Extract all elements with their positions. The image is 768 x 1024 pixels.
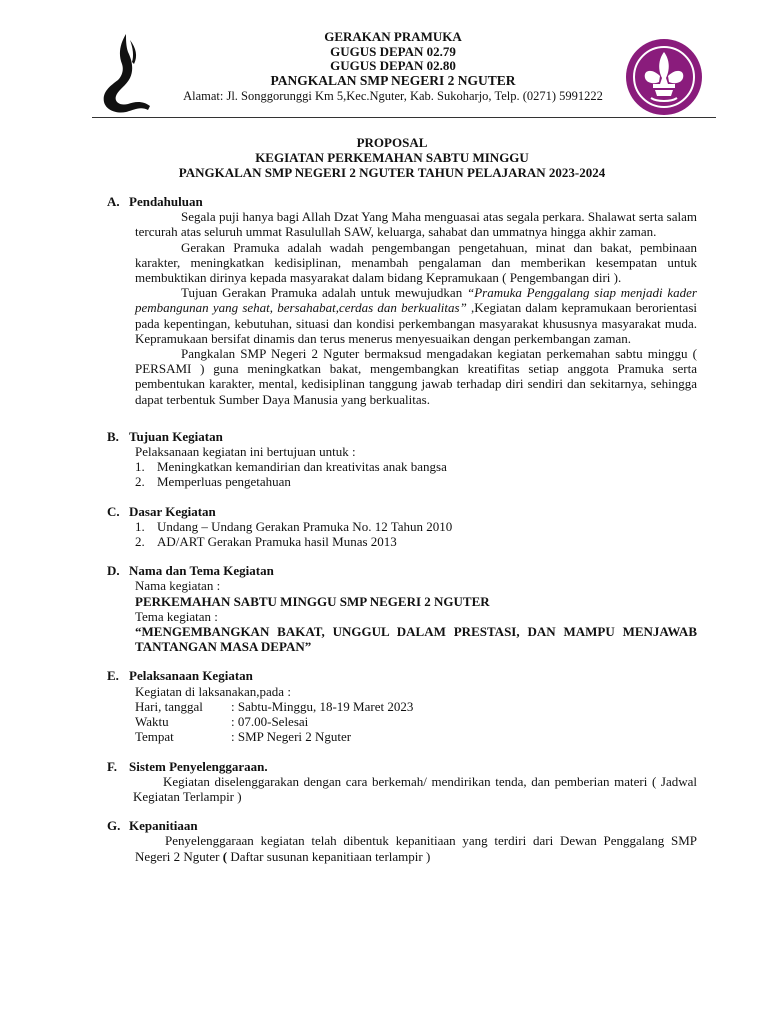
section-a [107, 194, 697, 407]
section-g-heading: G. Kepanitiaan [107, 818, 198, 834]
title-proposal: PROPOSAL [356, 135, 428, 150]
section-intro: Kegiatan di laksanakan,pada : [135, 683, 291, 699]
section-e-heading: E. Pelaksanaan Kegiatan [107, 668, 253, 684]
org-name: GERAKAN PRAMUKA [324, 29, 462, 44]
section-d [107, 563, 697, 654]
letterhead [150, 30, 636, 104]
list-item: 1. Undang – Undang Gerakan Pramuka No. 12 Tahun 2010 [135, 518, 453, 534]
paragraph: Tujuan Gerakan Pramuka adalah untuk mewujudkan “Pramuka Penggalang siap menjadi kader pembangunan yang sehat, bersahabat,cerdas dan berkualitas” ,Kegiatan dalam kepramukaan berorientasi pada kepentingan, kebutuhan, situasi dan kondisi perkembangan masyarakat khususnya masyarakat muda. Kepramukaan bersifat dinamis dan terus menerus menyesuaikan dengan perkembangan zaman. [135, 285, 697, 346]
section-f-heading: F. Sistem Penyelenggaraan. [107, 758, 268, 774]
section-c-heading: C. Dasar Kegiatan [107, 503, 216, 519]
paragraph: Gerakan Pramuka adalah wadah pengembangan pengetahuan, minat dan bakat, pembinaan karakter, meningkatkan kedisiplinan, menambah pengalaman dan memberikan kesempatan untuk membuktikan dirinya kepada masyarakat dalam bidang Kepramukaan ( Pengembangan diri ). [135, 239, 697, 286]
schedule-row: Hari, tanggal : Sabtu-Minggu, 18-19 Maret 2023 [135, 698, 414, 714]
gugus-depan-2: GUGUS DEPAN 02.80 [330, 58, 456, 73]
section-e [107, 668, 697, 744]
paragraph: Segala puji hanya bagi Allah Dzat Yang Maha menguasai atas segala perkara. Shalawat serta salam tercurah atas seluruh ummat Rasulullah SAW, keluarga, sahabat dan ummatnya hingga akhir zaman. [135, 209, 697, 240]
tunas-kelapa-logo [96, 30, 156, 116]
section-b-heading: B. Tujuan Kegiatan [107, 428, 223, 444]
list-item: 1. Meningkatkan kemandirian dan kreativitas anak bangsa [135, 459, 447, 475]
schedule-row: Tempat : SMP Negeri 2 Nguter [135, 729, 352, 745]
proposal-body [107, 194, 697, 878]
section-g [107, 818, 697, 864]
paragraph: Penyelenggaraan kegiatan telah dibentuk kepanitiaan yang terdiri dari Dewan Penggalang SMP Negeri 2 Nguter ( Daftar susunan kepanitiaan terlampir ) [135, 833, 697, 864]
section-f [107, 759, 697, 805]
schedule-row: Waktu : 07.00-Selesai [135, 714, 309, 730]
activity-name-label: Nama kegiatan : [135, 578, 221, 594]
list-item: 2. AD/ART Gerakan Pramuka hasil Munas 2013 [135, 534, 397, 550]
section-c [107, 504, 697, 550]
section-d-heading: D. Nama dan Tema Kegiatan [107, 563, 274, 579]
section-a-heading: A. Pendahuluan [107, 194, 203, 209]
activity-theme-label: Tema kegiatan : [135, 608, 218, 624]
goals-list [135, 459, 697, 489]
proposal-titles [92, 135, 692, 180]
paragraph: Kegiatan diselenggarakan dengan cara berkemah/ mendirikan tenda, dan pemberian materi ( Jadwal Kegiatan Terlampir ) [133, 773, 697, 804]
section-b [107, 429, 697, 490]
pangkalan-name: PANGKALAN SMP NEGERI 2 NGUTER [270, 72, 516, 88]
paragraph: Pangkalan SMP Negeri 2 Nguter bermaksud mengadakan kegiatan perkemahan sabtu minggu ( PERSAMI ) guna meningkatkan bakat, mengembangkan kreatifitas setiap anggota Pramuka serta pembentukan karakter, mental, kedisiplinan tanggung jawab terhadap diri sendiri dan sekitarnya, sehingga dapat terbentuk Sumber Daya Manusia yang berkualitas. [135, 346, 697, 407]
letterhead-divider [92, 117, 716, 118]
activity-name-value: PERKEMAHAN SABTU MINGGU SMP NEGERI 2 NGUTER [135, 593, 490, 609]
gugus-depan-1: GUGUS DEPAN 02.79 [330, 43, 456, 59]
section-intro: Pelaksanaan kegiatan ini bertujuan untuk : [135, 444, 356, 460]
activity-theme-value: “MENGEMBANGKAN BAKAT, UNGGUL DALAM PRESTASI, DAN MAMPU MENJAWAB TANTANGAN MASA DEPAN” [135, 624, 697, 655]
list-item: 2. Memperluas pengetahuan [135, 474, 291, 490]
quote: “Pramuka Penggalang siap menjadi kader pembangunan yang sehat, bersahabat,cerdas dan berkualitas” [135, 285, 697, 316]
title-kegiatan: KEGIATAN PERKEMAHAN SABTU MINGGU [255, 150, 529, 165]
basis-list [135, 519, 697, 549]
address: Alamat: Jl. Songgorunggi Km 5,Kec.Nguter, Kab. Sukoharjo, Telp. (0271) 5991222 [183, 89, 603, 103]
scout-fleur-de-lis-emblem [625, 38, 703, 116]
title-pangkalan: PANGKALAN SMP NEGERI 2 NGUTER TAHUN PELAJARAN 2023-2024 [178, 165, 606, 180]
